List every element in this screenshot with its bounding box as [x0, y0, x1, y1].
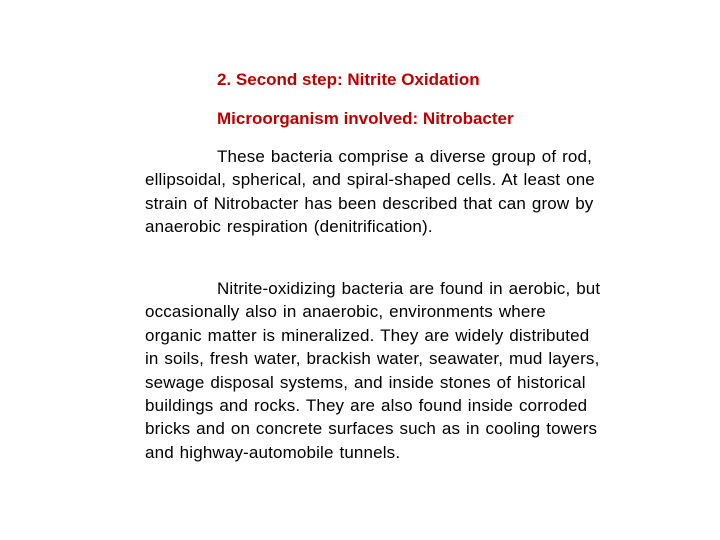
- step-title: 2. Second step: Nitrite Oxidation: [217, 70, 480, 89]
- microorganism-heading: Microorganism involved: Nitrobacter: [217, 109, 514, 128]
- paragraph-description: These bacteria comprise a diverse group of rod, ellipsoidal, spherical, and spiral-shaped cells. At least one strain of Nitrobacter has been described that can grow by anaerobic respiration (denitrification).: [145, 147, 595, 237]
- paragraph-habitat: Nitrite-oxidizing bacteria are found in aerobic, but occasionally also in anaerobic, environments where organic matter is mineralized. They are widely distributed in soils, fresh water, brackish water, seawater, mud layers, sewage disposal systems, and inside stones of historical buildings and rocks. They are also found inside corroded bricks and on concrete surfaces such as in cooling towers and highway-automobile tunnels.: [145, 279, 601, 462]
